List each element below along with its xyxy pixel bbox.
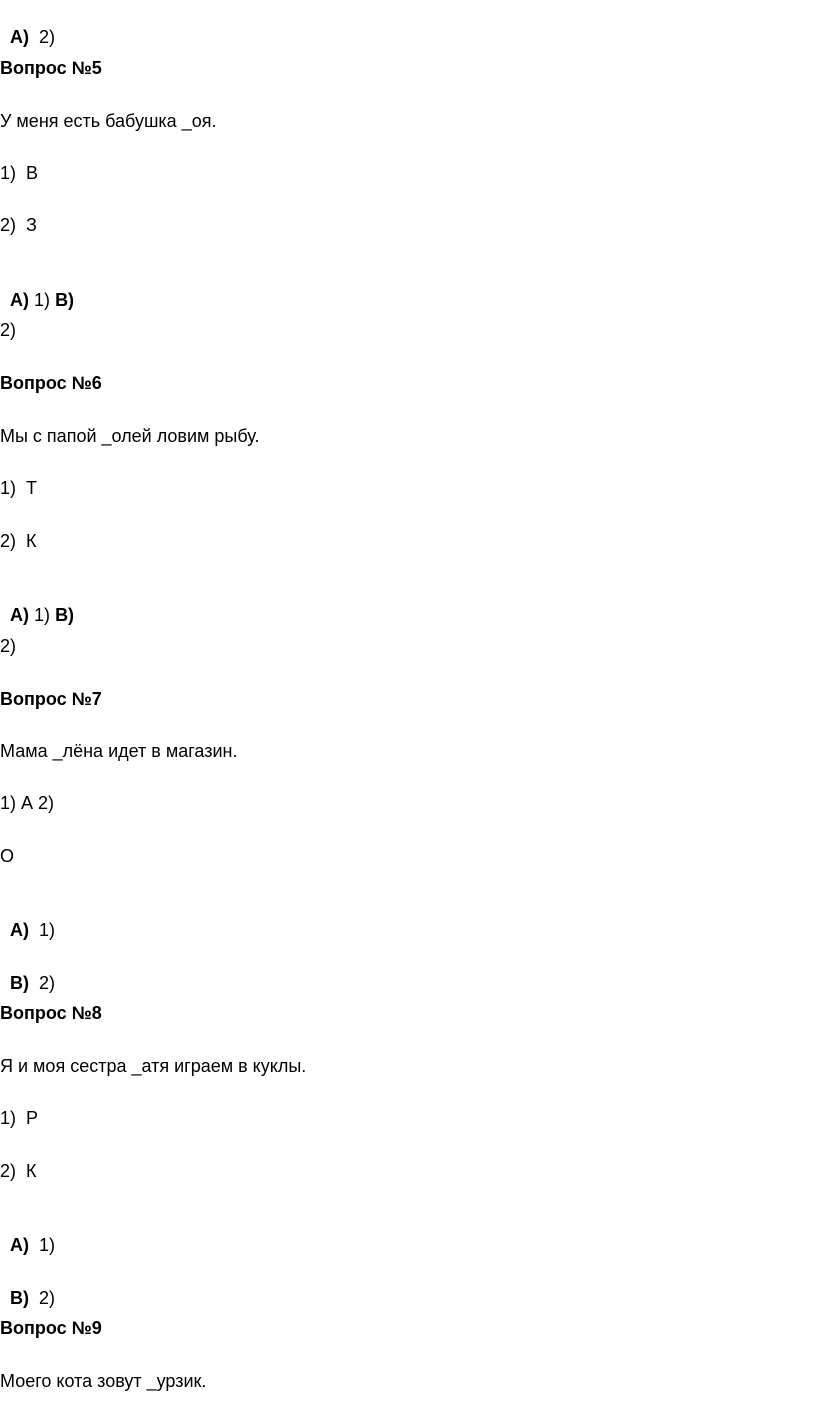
q6-question: Мы с папой _олей ловим рыбу. (0, 426, 260, 446)
answer-label: А) (10, 1235, 30, 1255)
q8-heading: Вопрос №8 (0, 1003, 102, 1023)
answer-value: 2) (39, 973, 56, 993)
q5-heading: Вопрос №5 (0, 58, 102, 78)
q6-option-2: 2) К (0, 531, 37, 551)
q8-option-2: 2) К (0, 1161, 37, 1181)
q7-answer-b (0, 950, 55, 994)
answer-value: 2) (39, 1288, 56, 1308)
answer-value: 2) (39, 27, 56, 47)
q8-question: Я и моя сестра _атя играем в куклы. (0, 1056, 307, 1076)
answer-label: А) (10, 605, 30, 625)
q8-answer-b (0, 1265, 55, 1309)
q7-heading: Вопрос №7 (0, 689, 102, 709)
answer-label: В) (10, 1288, 30, 1308)
answer-label: А) (10, 27, 30, 47)
answer-label: А) (10, 920, 30, 940)
q5-answer-b-value: 2) (0, 320, 17, 340)
q6-answer-a (0, 582, 74, 626)
q7-answer-a (0, 897, 55, 941)
answer-label: В) (10, 973, 30, 993)
q7-question: Мама _лёна идет в магазин. (0, 741, 238, 761)
answer-label: В) (55, 605, 75, 625)
q8-option-1: 1) Р (0, 1108, 39, 1128)
q5-answer-a (0, 267, 74, 311)
q5-option-1: 1) В (0, 163, 39, 183)
answer-value: 1) (34, 290, 51, 310)
q9-question: Моего кота зовут _урзик. (0, 1371, 207, 1391)
q7-option-1: 1) А 2) (0, 793, 55, 813)
q8-answer-a (0, 1212, 55, 1256)
q5-question: У меня есть бабушка _оя. (0, 111, 217, 131)
q9-heading: Вопрос №9 (0, 1318, 102, 1338)
q5-option-2: 2) З (0, 215, 37, 235)
q6-answer-b-value: 2) (0, 636, 17, 656)
q4-answer-a (0, 4, 55, 48)
answer-value: 1) (39, 1235, 56, 1255)
q6-option-1: 1) Т (0, 478, 38, 498)
answer-value: 1) (34, 605, 51, 625)
q7-option-2: О (0, 846, 15, 866)
answer-value: 1) (39, 920, 56, 940)
answer-label: В) (55, 290, 75, 310)
q6-heading: Вопрос №6 (0, 373, 102, 393)
answer-label: А) (10, 290, 30, 310)
